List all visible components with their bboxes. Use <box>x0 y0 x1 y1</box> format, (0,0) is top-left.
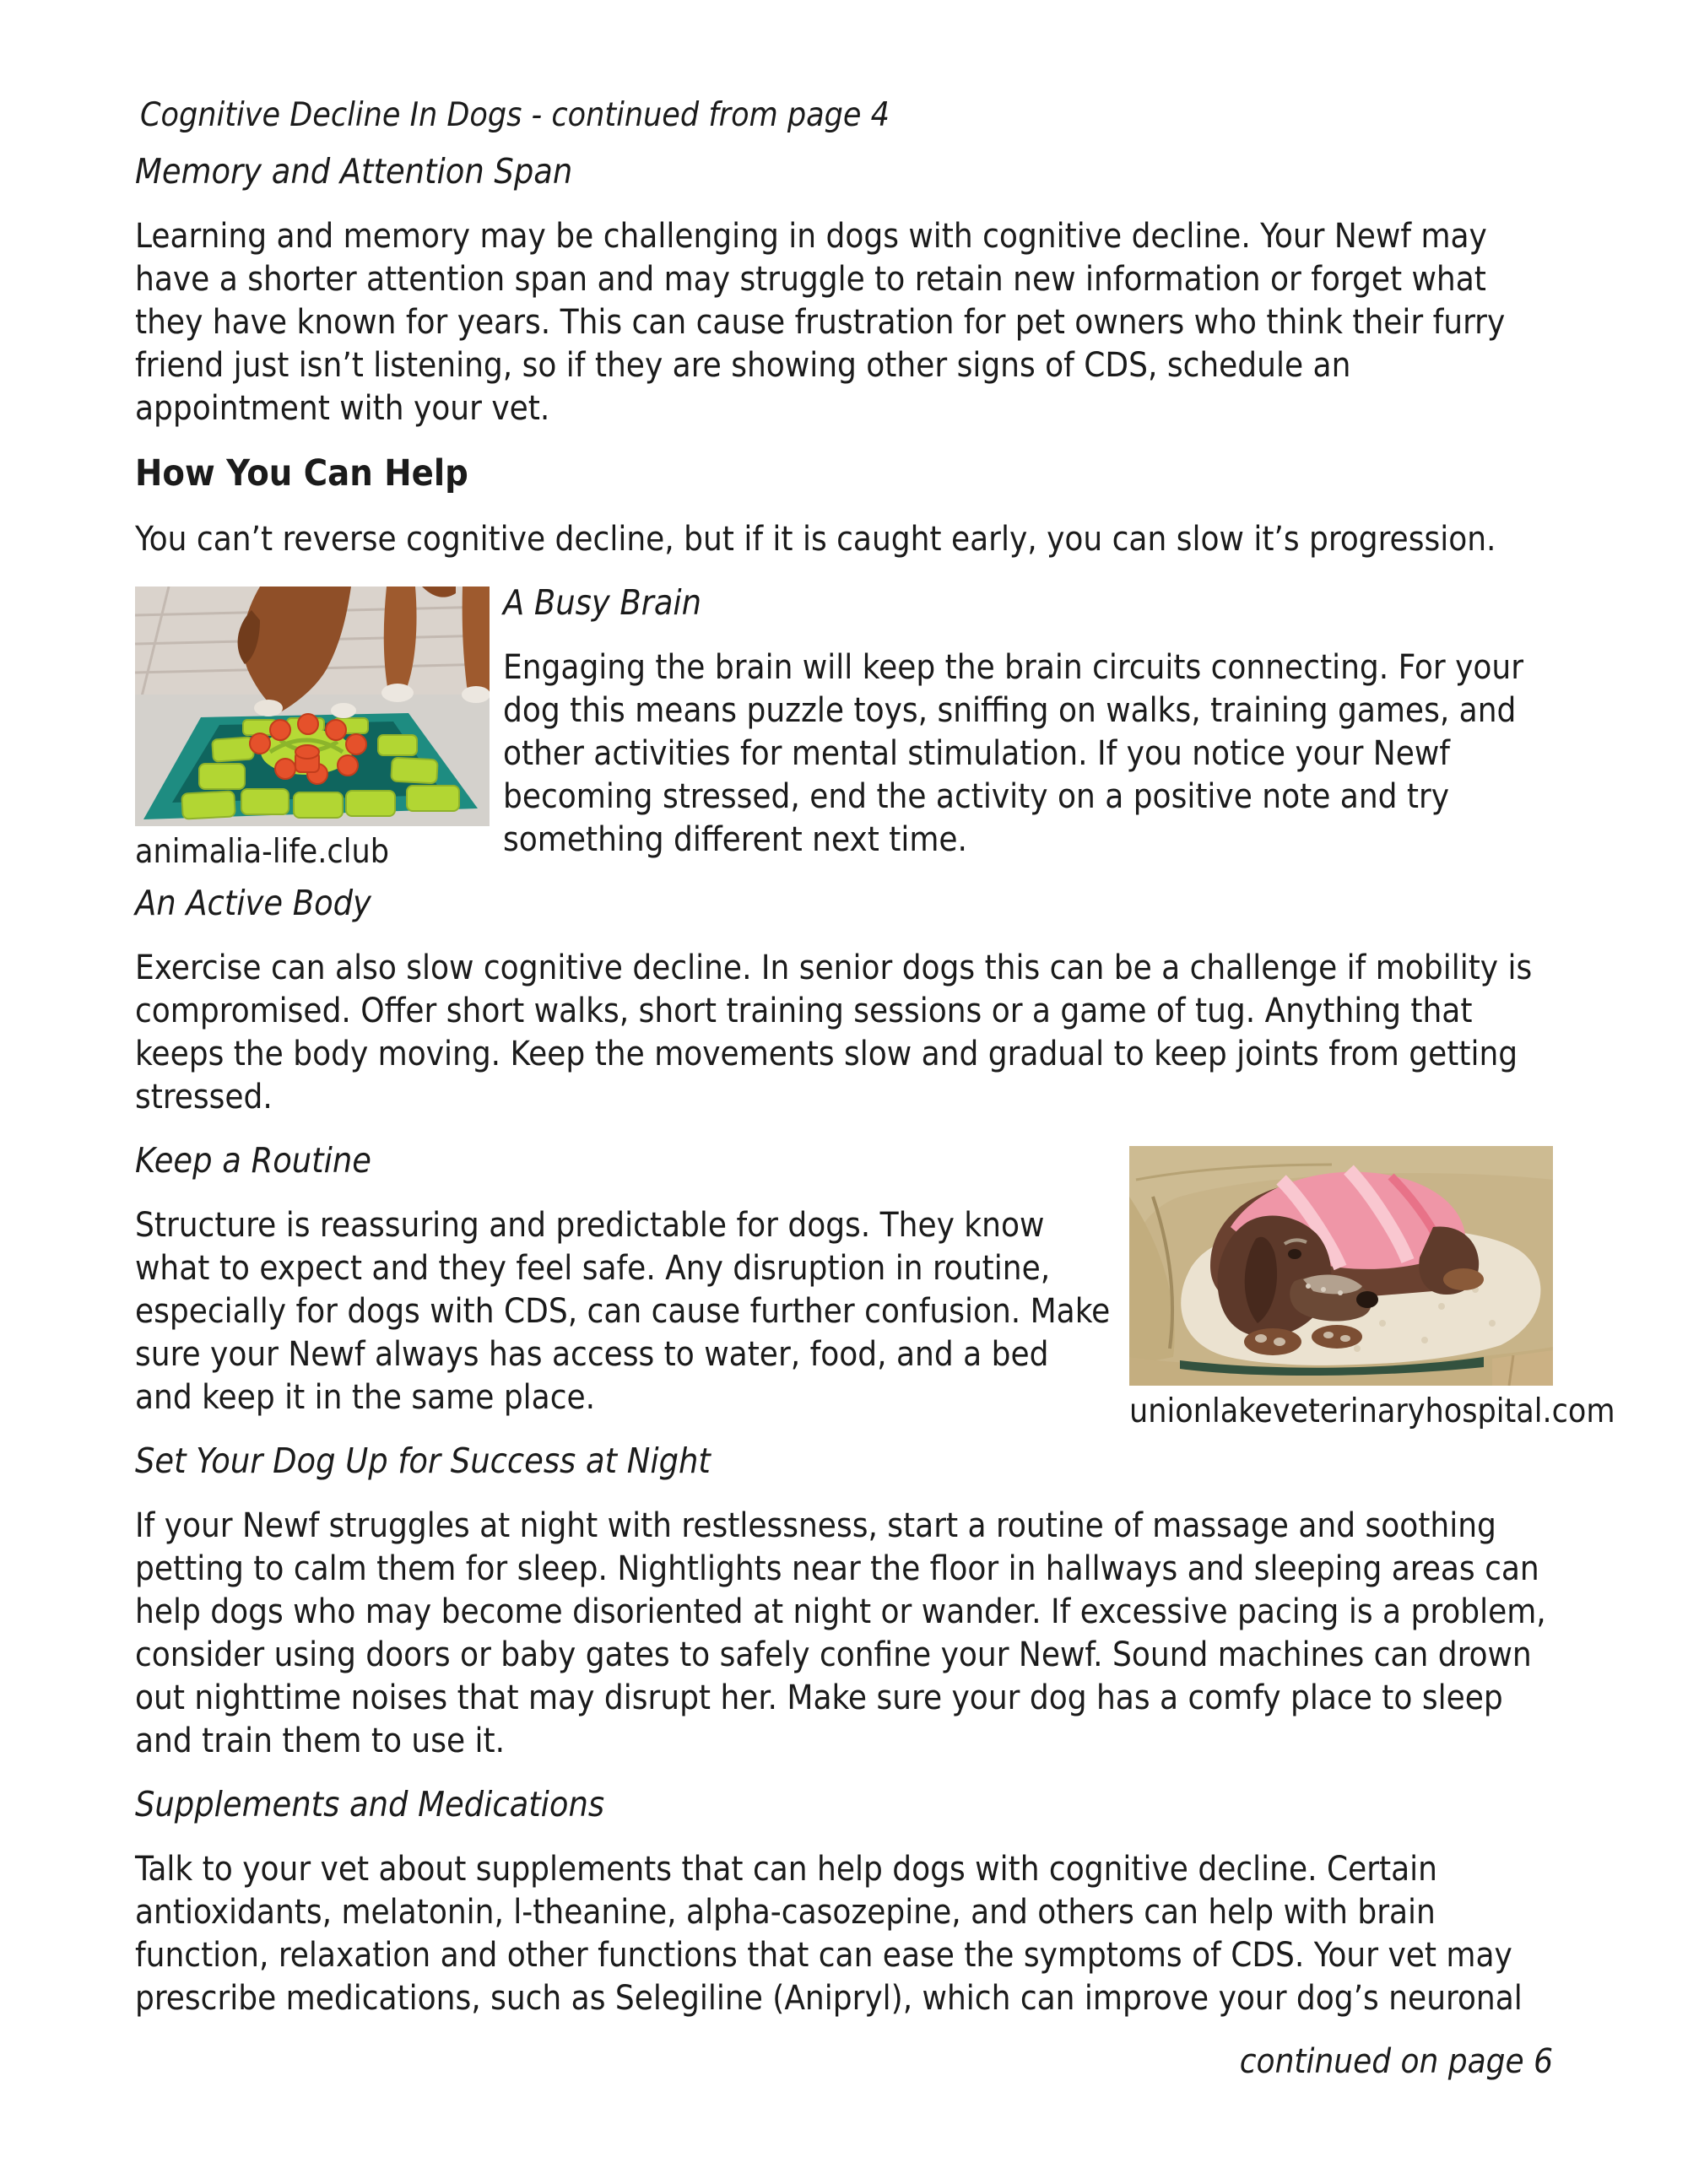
paragraph-keep-a-routine: Structure is reassuring and predictable for dogs. They know what to expect and they feel safe. Any disruption in routine, especially for dogs with CDS, can cause further confusion. Make sure your Newf always has access to water, food, and a bed and keep it in the same place. <box>135 1206 1111 1417</box>
sleeping-dog-photo <box>1129 1146 1553 1386</box>
heading-supplements-medications: Supplements and Medications <box>135 1784 605 1825</box>
heading-keep-a-routine: Keep a Routine <box>135 1140 371 1181</box>
continued-from-header: Cognitive Decline In Dogs - continued from page 4 <box>140 96 890 134</box>
paragraph-supplements-medications: Talk to your vet about supplements that can help dogs with cognitive decline. Certain antioxidants, melatonin, l-theanine, alpha-casozepine, and others can help with brain function, relaxation and other functions that can ease the symptoms of CDS. Your vet may prescribe medications, such as Selegiline (Anipryl), which can improve your dog’s neuronal <box>135 1850 1523 2018</box>
puzzle-photo-credit: animalia-life.club <box>135 833 389 871</box>
heading-active-body: An Active Body <box>135 883 371 923</box>
paragraph-active-body: Exercise can also slow cognitive decline. In senior dogs this can be a challenge if mobility is compromised. Offer short walks, short training sessions or a game of tug. Anything that keeps the body moving. Keep the movements slow and gradual to keep joints from getting stressed. <box>135 949 1533 1116</box>
paragraph-help-intro: You can’t reverse cognitive decline, but if it is caught early, you can slow it’s progression. <box>135 520 1496 559</box>
puzzle-dog-figure <box>135 587 490 872</box>
sleeping-dog-figure <box>1129 1146 1615 1431</box>
heading-how-you-can-help: How You Can Help <box>135 452 468 495</box>
paragraph-busy-brain: Engaging the brain will keep the brain circuits connecting. For your dog this means puzzle toys, sniffing on walks, training games, and other activities for mental stimulation. If you notice your Newf becoming stressed, end the activity on a positive note and try something different next time. <box>503 648 1524 859</box>
dog-puzzle-photo <box>135 587 490 826</box>
paragraph-memory: Learning and memory may be challenging in dogs with cognitive decline. Your Newf may have a shorter attention span and may struggle to retain new information or forget what they have known for years. This can cause frustration for pet owners who think their furry friend just isn’t listening, so if they are showing other signs of CDS, schedule an appointment with your vet. <box>135 217 1506 428</box>
heading-night-success: Set Your Dog Up for Success at Night <box>135 1441 711 1481</box>
continued-on-footer: continued on page 6 <box>1239 2042 1553 2081</box>
heading-memory-attention-span: Memory and Attention Span <box>135 151 573 192</box>
sleeping-photo-credit: unionlakeveterinaryhospital.com <box>1129 1392 1615 1430</box>
paragraph-night-success: If your Newf struggles at night with restlessness, start a routine of massage and soothing petting to calm them for sleep. Nightlights near the floor in hallways and sleeping areas can help dogs who may become disoriented at night or wander. If excessive pacing is a problem, consider using doors or baby gates to safely confine your Newf. Sound machines can drown out nighttime noises that may disrupt her. Make sure your dog has a comfy place to sleep and train them to use it. <box>135 1506 1546 1760</box>
heading-busy-brain: A Busy Brain <box>503 582 702 623</box>
